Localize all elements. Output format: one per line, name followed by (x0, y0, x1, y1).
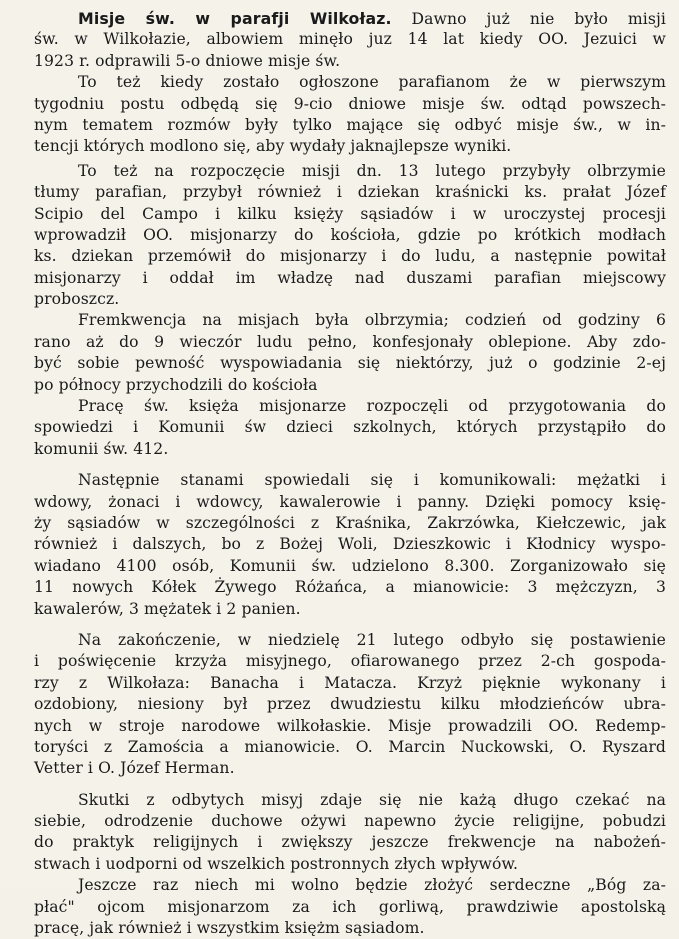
paragraph-closing (34, 875, 666, 939)
text-line: stwach i uodporni od wszelkich postronnych złych wpływów. (34, 854, 519, 873)
text-line: rano aż do 9 wieczór ludu pełno, konfesjonały oblepione. Aby zdo- (34, 332, 666, 351)
text-line: również i dalszych, bo z Bożej Woli, Dzieszkowic i Kłodnicy wyspo- (34, 535, 666, 554)
paragraph (34, 72, 666, 158)
text-line: wprowadził OO. misjonarzy do kościoła, gdzie po krótkich modłach (34, 225, 666, 244)
text-line: Skutki z odbytych misyj zdaje się nie każą długo czekać na (78, 790, 666, 809)
text-line: rzy z Wilkołaza: Banacha i Matacza. Krzyż pięknie wykonany i (34, 673, 666, 692)
text-line: Jeszcze raz niech mi wolno będzie złożyć serdeczne „Bóg za- (78, 876, 666, 895)
text-line: nych w stroje narodowe wilkołaskie. Misje prowadzili OO. Redemp- (34, 716, 666, 735)
text-line: spowiedzi i Komunii św dzieci szkolnych, których przystąpiło do (34, 418, 666, 437)
paragraph (34, 790, 666, 876)
paragraph (34, 161, 666, 311)
text-line: ży sąsiadów w szczególności z Kraśnika, Zakrzówka, Kiełczewic, jak (34, 513, 666, 532)
paragraph (34, 310, 666, 396)
paragraph (34, 396, 666, 460)
text-line: misjonarzy i oddał im władzę nad duszami parafian miejscowy (34, 268, 666, 287)
text-line: To też kiedy zostało ogłoszone parafianom że w pierwszym (78, 73, 666, 92)
text-line: tygodniu postu odbędą się 9-cio dniowe misje św. odtąd powszech- (34, 94, 666, 113)
text-line: 11 nowych Kółek Żywego Różańca, a mianowicie: 3 mężczyzn, 3 (34, 578, 666, 597)
text-line: proboszcz. (34, 290, 120, 309)
paragraph-intro (34, 8, 666, 72)
text-line: Vetter i O. Józef Herman. (34, 759, 235, 778)
text-line: Następnie stanami spowiedali się i komunikowali: mężatki i (78, 471, 666, 490)
text-line: Na zakończenie, w niedzielę 21 lutego odbyło się postawienie (78, 630, 666, 649)
text-line: 1923 r. odprawili 5-o dniowe misje św. (34, 51, 341, 70)
text-line: pracę, jak również i wszystkim księżm sąsiadom. (34, 919, 425, 938)
text-line: kawalerów, 3 mężatek i 2 panien. (34, 599, 301, 618)
paragraph (34, 630, 666, 780)
text-line: Fremkwencja na misjach była olbrzymia; codzień od godziny 6 (78, 311, 666, 330)
text-line: wdowy, żonaci i wdowcy, kawalerowie i panny. Dzięki pomocy księ- (34, 492, 666, 511)
text-line: nym tematem rozmów były tylko mające się odbyć misje św., w in- (34, 115, 666, 134)
text-line: i poświęcenie krzyża misyjnego, ofiarowanego przez 2-ch gospoda- (34, 652, 666, 671)
text-line: płać" ojcom misjonarzom za ich gorliwą, prawdziwie apostolską (34, 897, 666, 916)
text-line: tencji których modlono się, aby wydały jaknajlepsze wyniki. (34, 137, 512, 156)
text-line: ks. dziekan przemówił do misjonarzy i do ludu, a następnie powitał (34, 247, 666, 266)
paragraph (34, 470, 666, 620)
text-line: po północy przychodzili do kościoła (34, 375, 318, 394)
text-line: św. w Wilkołazie, albowiem minęło juz 14 lat kiedy OO. Jezuici w (34, 30, 666, 49)
text-line: Scipio del Campo i kilku księży sąsiadów i w uroczystej procesji (34, 204, 666, 223)
article-title: Misje św. w parafji Wilkołaz. (78, 9, 392, 28)
text-line: wiadano 4100 osób, Komunii św. udzielono 8.300. Zorganizowało się (34, 556, 666, 575)
text-line: ozdobiony, niesiony był przez dwudziestu kilku młodzieńców ubra- (34, 695, 666, 714)
text-line: być sobie pewność wyspowiadania się niektórzy, już o godzinie 2-ej (34, 354, 666, 373)
article (34, 8, 666, 939)
text-line: Pracę św. księża misjonarze rozpoczęli od przygotowania do (78, 397, 666, 416)
text-line: siebie, odrodzenie duchowe ożywi napewno życie religijne, pobudzi (34, 812, 666, 831)
text-line: To też na rozpoczęcie misji dn. 13 lutego przybyły olbrzymie (78, 161, 666, 180)
text-line: toryści z Zamościa a mianowicie. O. Marcin Nuckowski, O. Ryszard (34, 737, 666, 756)
text-line: tłumy parafian, przybył również i dziekan kraśnicki ks. prałat Józef (34, 183, 666, 202)
text-line: Misje św. w parafji Wilkołaz. Dawno już nie było misji (78, 9, 666, 28)
text-line: komunii św. 412. (34, 439, 169, 458)
text-line: do praktyk religijnych i zwiększy jeszcze frekwencje na nabożeń- (34, 833, 666, 852)
